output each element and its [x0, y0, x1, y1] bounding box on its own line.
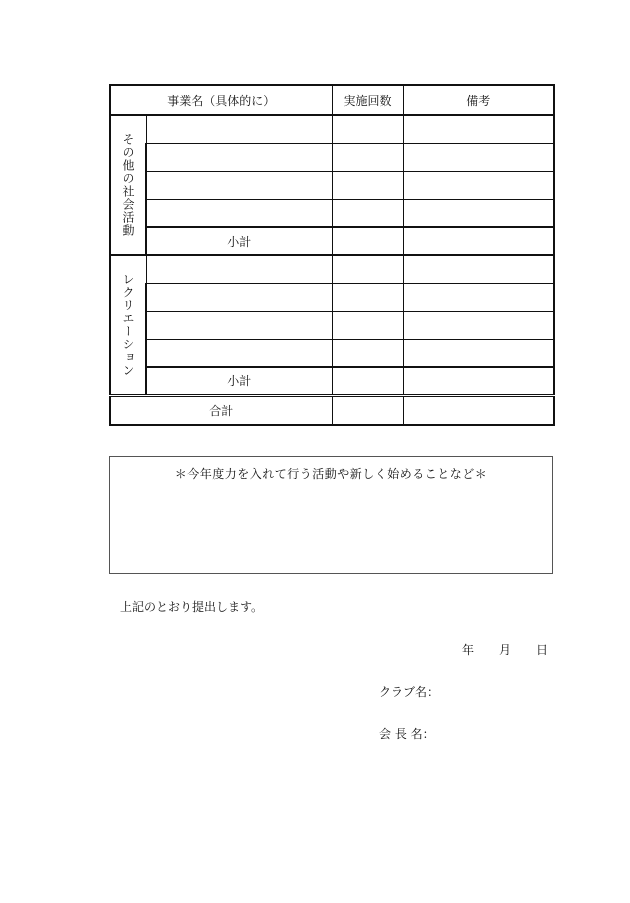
president-name-label: 会 長 名：	[379, 727, 435, 741]
subtotal-row	[110, 227, 554, 255]
remarks-cell[interactable]	[403, 283, 554, 311]
note-title: ＊今年度力を入れて行う活動や新しく始めることなど＊	[174, 467, 488, 481]
total-remarks-cell[interactable]	[403, 395, 554, 425]
subtotal-count-cell[interactable]	[332, 227, 403, 255]
table-row	[110, 283, 554, 311]
date-year-label: 年	[462, 643, 475, 657]
club-name-label: クラブ名：	[379, 685, 440, 699]
remarks-cell[interactable]	[403, 199, 554, 227]
project-name-cell[interactable]	[146, 255, 332, 283]
submission-statement: 上記のとおり提出します。	[120, 600, 264, 614]
section-label-cell	[110, 255, 146, 395]
total-label: 合計	[110, 395, 332, 425]
section-label-social: その他の社会活動	[121, 133, 135, 237]
project-name-cell[interactable]	[146, 143, 332, 171]
subtotal-remarks-cell[interactable]	[403, 227, 554, 255]
remarks-cell[interactable]	[403, 255, 554, 283]
subtotal-label: 小計	[146, 227, 332, 255]
project-name-cell[interactable]	[146, 115, 332, 143]
remarks-cell[interactable]	[403, 115, 554, 143]
subtotal-count-cell[interactable]	[332, 367, 403, 395]
project-name-cell[interactable]	[146, 199, 332, 227]
project-name-cell[interactable]	[146, 171, 332, 199]
remarks-cell[interactable]	[403, 143, 554, 171]
table-row	[110, 339, 554, 367]
date-line	[462, 641, 548, 658]
project-name-cell[interactable]	[146, 311, 332, 339]
subtotal-row	[110, 367, 554, 395]
total-row	[110, 395, 554, 425]
project-name-cell[interactable]	[146, 339, 332, 367]
activity-table	[109, 84, 555, 426]
date-day-label: 日	[536, 643, 549, 657]
count-cell[interactable]	[332, 171, 403, 199]
count-cell[interactable]	[332, 283, 403, 311]
note-box[interactable]	[109, 456, 553, 574]
count-cell[interactable]	[332, 339, 403, 367]
section-label-cell	[110, 115, 146, 255]
remarks-cell[interactable]	[403, 311, 554, 339]
subtotal-label: 小計	[146, 367, 332, 395]
count-cell[interactable]	[332, 143, 403, 171]
table-header-row	[110, 85, 554, 115]
table-row	[110, 255, 554, 283]
subtotal-remarks-cell[interactable]	[403, 367, 554, 395]
table-row	[110, 311, 554, 339]
header-count: 実施回数	[332, 85, 403, 115]
table-row	[110, 115, 554, 143]
header-project-name: 事業名（具体的に）	[110, 85, 332, 115]
count-cell[interactable]	[332, 311, 403, 339]
table-row	[110, 143, 554, 171]
remarks-cell[interactable]	[403, 171, 554, 199]
section-label-recreation: レクリエーション	[121, 272, 135, 377]
project-name-cell[interactable]	[146, 283, 332, 311]
table-row	[110, 171, 554, 199]
date-month-label: 月	[499, 643, 512, 657]
header-remarks: 備考	[403, 85, 554, 115]
count-cell[interactable]	[332, 115, 403, 143]
table-row	[110, 199, 554, 227]
count-cell[interactable]	[332, 199, 403, 227]
remarks-cell[interactable]	[403, 339, 554, 367]
total-count-cell[interactable]	[332, 395, 403, 425]
count-cell[interactable]	[332, 255, 403, 283]
